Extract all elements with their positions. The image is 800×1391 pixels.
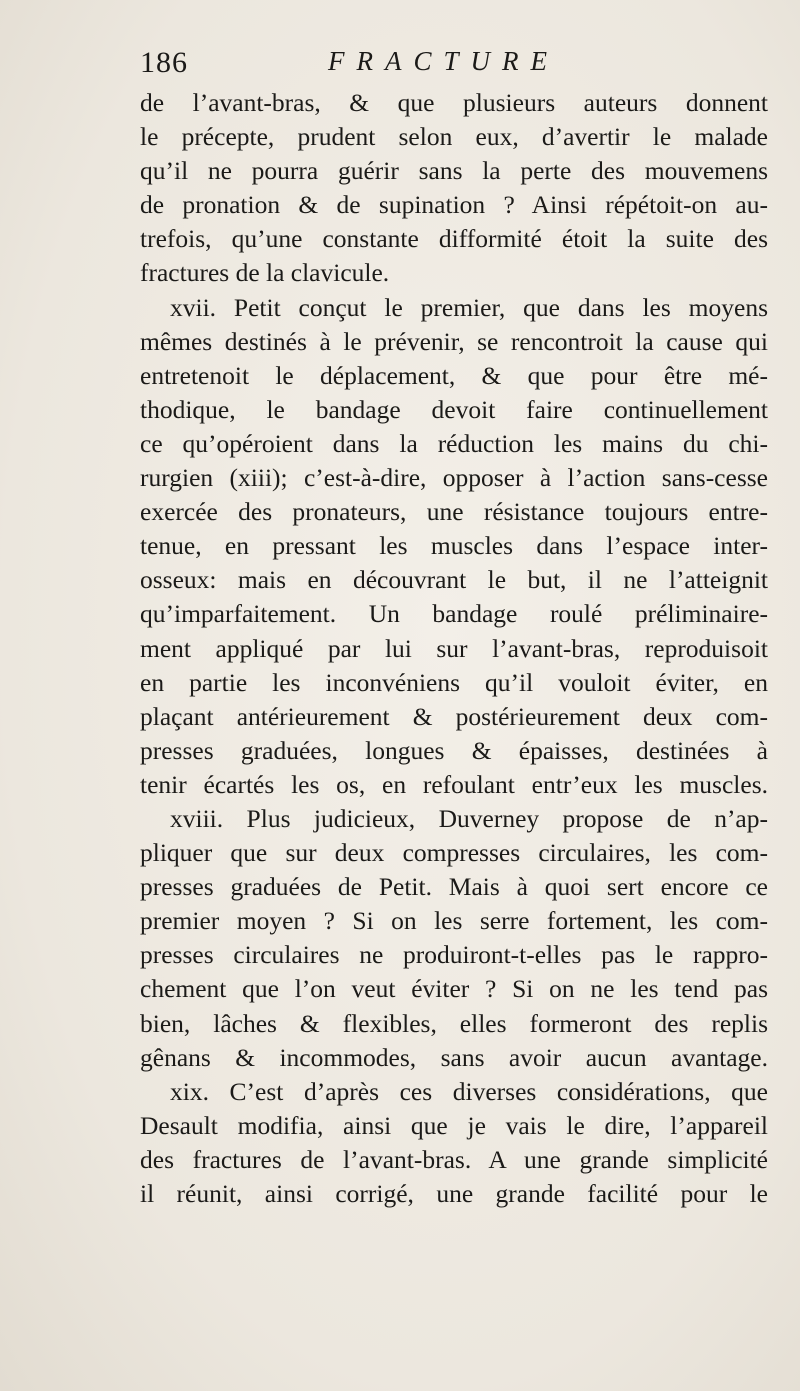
text-line: mêmes destinés à le prévenir, se rencontroit la cause qui bbox=[140, 326, 768, 356]
text-line: plaçant antérieurement & postérieurement deux com- bbox=[140, 701, 768, 731]
text-line: trefois, qu’une constante difformité étoit la suite des bbox=[140, 224, 768, 254]
text-line: chement que l’on veut éviter ? Si on ne les tend pas bbox=[140, 974, 768, 1004]
text-line: entretenoit le déplacement, & que pour être mé- bbox=[140, 360, 768, 390]
page-header bbox=[140, 44, 770, 88]
text-line: qu’imparfaitement. Un bandage roulé préliminaire- bbox=[140, 599, 768, 629]
text-line: xvii. Petit conçut le premier, que dans les moyens bbox=[170, 292, 768, 322]
text-line: xix. C’est d’après ces diverses considérations, que bbox=[170, 1076, 768, 1106]
text-line: tenir écartés les os, en refoulant entr’eux les muscles. bbox=[140, 769, 768, 799]
text-line: premier moyen ? Si on les serre fortement, les com- bbox=[140, 906, 768, 936]
text-line: en partie les inconvéniens qu’il vouloit éviter, en bbox=[140, 667, 768, 697]
text-line: ment appliqué par lui sur l’avant-bras, reproduisoit bbox=[140, 633, 768, 663]
text-line: de pronation & de supination ? Ainsi répétoit-on au- bbox=[140, 190, 768, 220]
text-line: Desault modifia, ainsi que je vais le dire, l’appareil bbox=[140, 1110, 768, 1140]
running-title: FRACTURE bbox=[328, 46, 559, 76]
text-line: le précepte, prudent selon eux, d’avertir le malade bbox=[140, 122, 768, 152]
text-line: rurgien (xiii); c’est-à-dire, opposer à l’action sans-cesse bbox=[140, 463, 768, 493]
text-line: osseux: mais en découvrant le but, il ne l’atteignit bbox=[140, 565, 768, 595]
page-number: 186 bbox=[140, 46, 188, 79]
text-line: des fractures de l’avant-bras. A une grande simplicité bbox=[140, 1144, 768, 1174]
text-line: xviii. Plus judicieux, Duverney propose de n’ap- bbox=[170, 803, 768, 833]
text-line: thodique, le bandage devoit faire continuellement bbox=[140, 394, 768, 424]
text-line: de l’avant-bras, & que plusieurs auteurs donnent bbox=[140, 88, 768, 117]
text-line: presses graduées de Petit. Mais à quoi sert encore ce bbox=[140, 872, 768, 902]
text-line: ce qu’opéroient dans la réduction les mains du chi- bbox=[140, 428, 768, 458]
text-line: presses graduées, longues & épaisses, destinées à bbox=[140, 735, 768, 765]
text-line: fractures de la clavicule. bbox=[140, 258, 390, 288]
text-line: qu’il ne pourra guérir sans la perte des mouvemens bbox=[140, 156, 768, 186]
text-line: bien, lâches & flexibles, elles formeront des replis bbox=[140, 1008, 768, 1038]
text-line: gênans & incommodes, sans avoir aucun avantage. bbox=[140, 1042, 768, 1072]
text-line: presses circulaires ne produiront-t-elles pas le rappro- bbox=[140, 940, 768, 970]
text-line: tenue, en pressant les muscles dans l’espace inter- bbox=[140, 531, 768, 561]
text-line: pliquer que sur deux compresses circulaires, les com- bbox=[140, 838, 768, 868]
text-line: exercée des pronateurs, une résistance toujours entre- bbox=[140, 497, 768, 527]
body-text bbox=[140, 86, 768, 1211]
text-line: il réunit, ainsi corrigé, une grande facilité pour le bbox=[140, 1179, 768, 1208]
